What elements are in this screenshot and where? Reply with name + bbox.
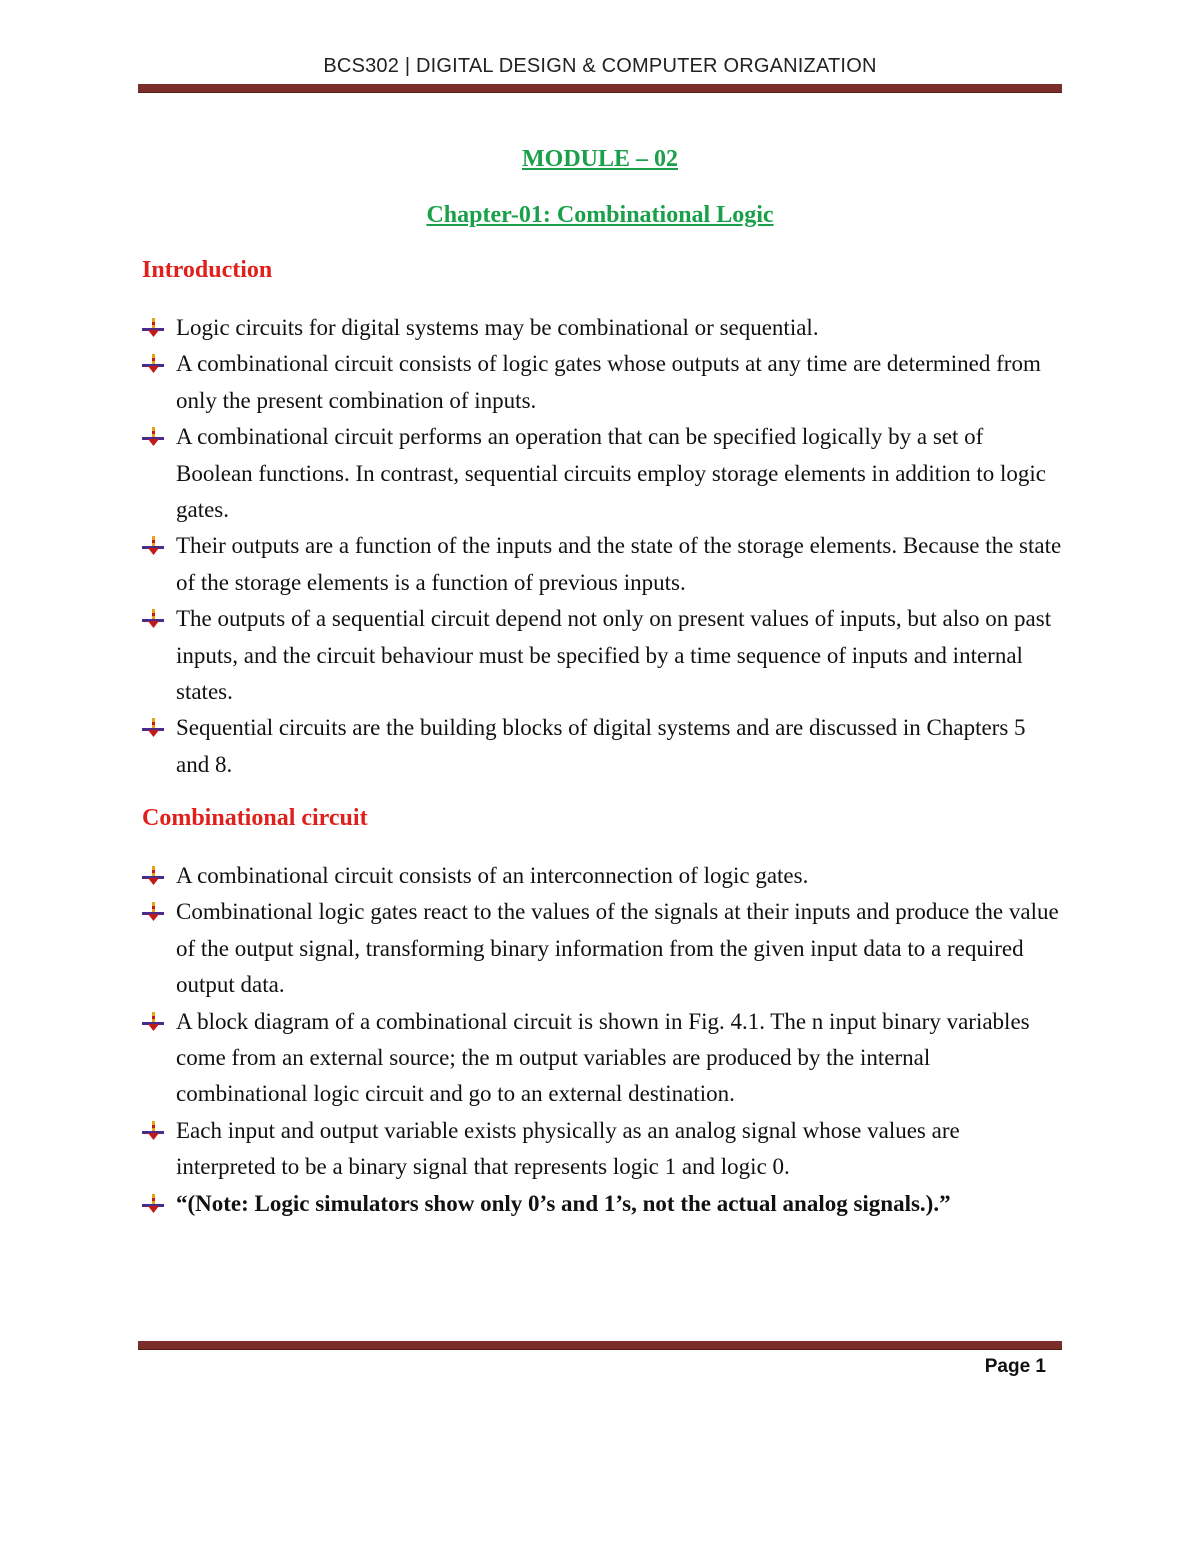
header-rule	[138, 84, 1062, 93]
arrow-cross-bullet-icon	[142, 318, 164, 338]
list-item: Each input and output variable exists physically as an analog signal whose values are interpreted to be a binary signal that represents logic 1 and logic 0.	[142, 1113, 1062, 1186]
arrow-cross-bullet-icon	[142, 427, 164, 447]
arrow-cross-bullet-icon	[142, 354, 164, 374]
arrow-cross-bullet-icon	[142, 902, 164, 922]
arrow-cross-bullet-icon	[142, 536, 164, 556]
section-heading-combinational-circuit: Combinational circuit	[142, 805, 368, 831]
list-item: A combinational circuit performs an operation that can be specified logically by a set of Boolean functions. In contrast, sequential circuits employ storage elements in addition to logic gates.	[142, 419, 1062, 528]
list-item: A block diagram of a combinational circuit is shown in Fig. 4.1. The n input binary variables come from an external source; the m output variables are produced by the internal combinational logic circuit and go to an external destination.	[142, 1004, 1062, 1113]
arrow-cross-bullet-icon	[142, 718, 164, 738]
combinational-bullet-list	[142, 858, 1062, 1222]
list-item: Logic circuits for digital systems may be combinational or sequential.	[142, 310, 1062, 346]
footer-rule	[138, 1341, 1062, 1350]
list-item: Their outputs are a function of the inputs and the state of the storage elements. Because the state of the storage elements is a function of previous inputs.	[142, 528, 1062, 601]
arrow-cross-bullet-icon	[142, 1012, 164, 1032]
list-item: A combinational circuit consists of an interconnection of logic gates.	[142, 858, 1062, 894]
section-heading-introduction: Introduction	[142, 257, 273, 283]
course-header: BCS302 | DIGITAL DESIGN & COMPUTER ORGANIZATION	[323, 55, 877, 77]
list-item: Sequential circuits are the building blocks of digital systems and are discussed in Chapters 5 and 8.	[142, 710, 1062, 783]
arrow-cross-bullet-icon	[142, 866, 164, 886]
module-title: MODULE – 02	[522, 146, 678, 172]
list-item-note: “(Note: Logic simulators show only 0’s and 1’s, not the actual analog signals.).”	[142, 1186, 1062, 1222]
page-number: Page 1	[984, 1356, 1046, 1377]
list-item: The outputs of a sequential circuit depend not only on present values of inputs, but also on past inputs, and the circuit behaviour must be specified by a time sequence of inputs and internal states.	[142, 601, 1062, 710]
arrow-cross-bullet-icon	[142, 1194, 164, 1214]
list-item: Combinational logic gates react to the values of the signals at their inputs and produce the value of the output signal, transforming binary information from the given input data to a required output data.	[142, 894, 1062, 1003]
chapter-title: Chapter-01: Combinational Logic	[426, 202, 774, 228]
arrow-cross-bullet-icon	[142, 609, 164, 629]
list-item: A combinational circuit consists of logic gates whose outputs at any time are determined from only the present combination of inputs.	[142, 346, 1062, 419]
introduction-bullet-list	[142, 310, 1062, 783]
arrow-cross-bullet-icon	[142, 1121, 164, 1141]
